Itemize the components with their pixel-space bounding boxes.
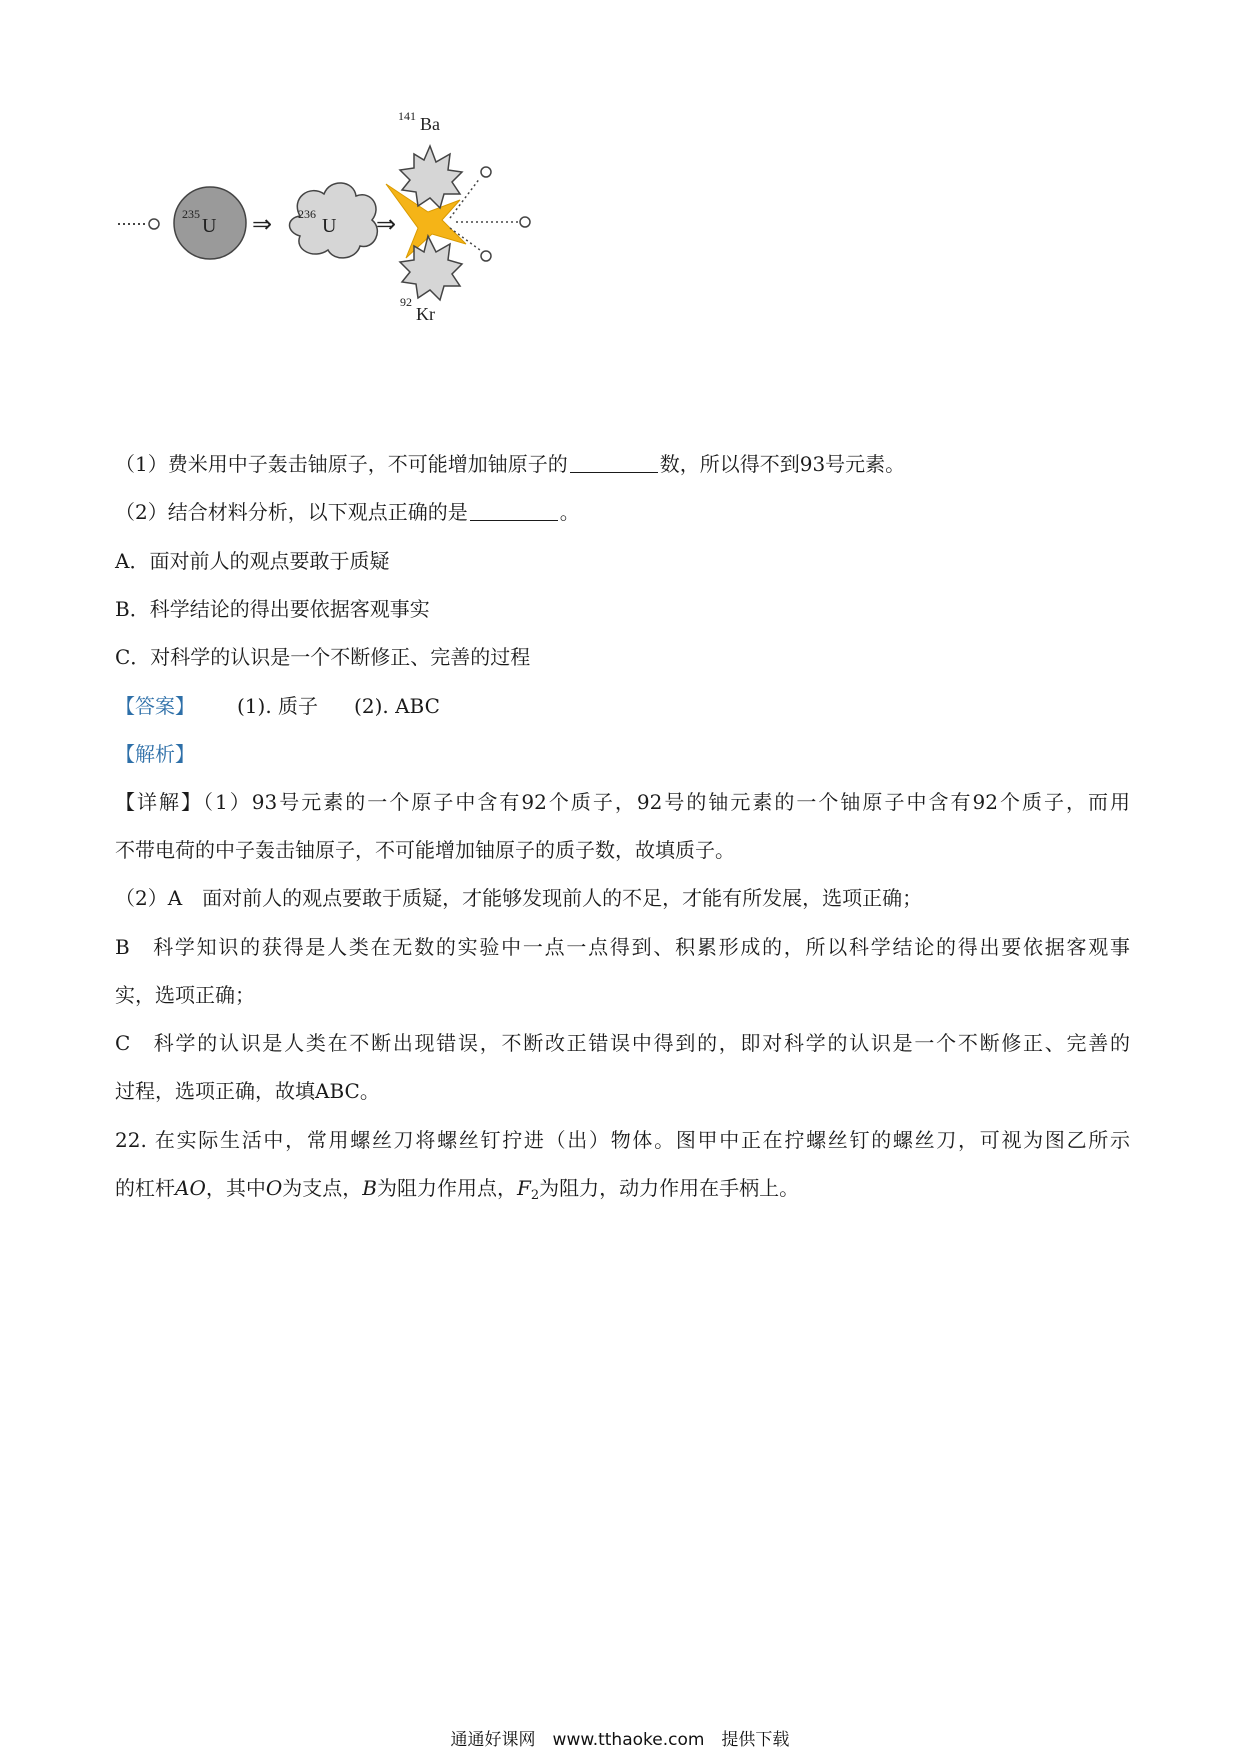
detail-text-4: B 科学知识的获得是人类在无数的实验中一点一点得到、积累形成的，所以科学结论的得出要依据客观事 [115, 935, 1130, 959]
question-1-after: 数，所以得不到93号元素。 [659, 452, 906, 476]
detail-text-1: （1）93号元素的一个原子中含有92个质子，92号的铀元素的一个铀原子中含有92个质子，而用 [203, 790, 1130, 814]
q22-text-a: 的杠杆 [115, 1176, 175, 1200]
answer-blank-1 [570, 452, 658, 473]
answer-blank-2 [470, 500, 558, 521]
detail-line-4 [115, 933, 1130, 961]
question-2-before: （2）结合材料分析，以下观点正确的是 [115, 500, 468, 524]
question-22-text-1: 22. 在实际生活中，常用螺丝刀将螺丝钉拧进（出）物体。图甲中正在拧螺丝钉的螺丝刀，可视为图乙所示 [115, 1128, 1130, 1152]
arrow-1: ⇒ [252, 212, 273, 238]
option-a: A．面对前人的观点要敢于质疑 [115, 549, 390, 573]
answer-tag: 【答案】 [115, 694, 195, 718]
q22-text-e: 为阻力，动力作用在手柄上。 [539, 1176, 800, 1200]
answer-part-2: (2). ABC [354, 694, 440, 718]
q22-text-b: ，其中 [205, 1176, 266, 1200]
detail-tag: 【详解】 [115, 790, 204, 814]
question-1-before: （1）费米用中子轰击铀原子，不可能增加铀原子的 [115, 452, 568, 476]
detail-line-2: 不带电荷的中子轰击铀原子，不可能增加铀原子的质子数，故填质子。 [115, 838, 735, 862]
detail-line-6 [115, 1029, 1130, 1057]
neutron-middle [520, 217, 530, 227]
fission-diagram [110, 108, 610, 370]
detail-text-6: C 科学的认识是人类在不断出现错误，不断改正错误中得到的，即对科学的认识是一个不断修正、完善的 [115, 1031, 1130, 1055]
detail-line-5: 实，选项正确； [115, 983, 255, 1007]
analysis-tag: 【解析】 [115, 742, 195, 766]
ba-fragment [400, 146, 462, 208]
ba-symbol: Ba [420, 114, 440, 134]
u235-mass: 235 [182, 207, 200, 221]
neutron-bottom [481, 251, 491, 261]
u236-symbol: U [322, 215, 337, 237]
detail-line-3: （2）A 面对前人的观点要敢于质疑，才能够发现前人的不足，才能有所发展，选项正确； [115, 886, 923, 910]
analysis-line [115, 740, 195, 768]
question-2-after: 。 [559, 500, 580, 524]
q22-text-c: 为支点， [282, 1176, 363, 1200]
neutron-top [481, 167, 491, 177]
question-2 [115, 498, 580, 526]
q22-text-d: 为阻力作用点， [376, 1176, 517, 1200]
neutron-trail-top [450, 178, 480, 218]
incoming-neutron [149, 219, 159, 229]
ba-mass: 141 [398, 109, 416, 123]
pivot-label: O [265, 1176, 283, 1200]
arrow-2: ⇒ [376, 212, 397, 238]
force-subscript: 2 [530, 1188, 540, 1203]
question-22-line-2 [115, 1174, 799, 1210]
kr-mass: 92 [400, 295, 412, 309]
point-label: B [362, 1176, 377, 1200]
lever-label: AO [175, 1176, 206, 1200]
kr-fragment [400, 236, 462, 300]
u235-symbol: U [202, 215, 217, 237]
detail-line-1 [115, 788, 1130, 816]
question-1 [115, 450, 905, 478]
detail-line-7: 过程，选项正确，故填ABC。 [115, 1079, 380, 1103]
option-c: C．对科学的认识是一个不断修正、完善的过程 [115, 645, 531, 669]
u236-mass: 236 [298, 207, 316, 221]
answer-line [115, 692, 440, 720]
force-label: F [516, 1176, 531, 1200]
kr-symbol: Kr [416, 304, 435, 324]
answer-part-1: (1). 质子 [237, 694, 319, 718]
option-b: B．科学结论的得出要依据客观事实 [115, 597, 430, 621]
question-22-line-1 [115, 1126, 1130, 1154]
page-footer: 通通好课网 www.tthaoke.com 提供下载 [450, 1730, 790, 1750]
